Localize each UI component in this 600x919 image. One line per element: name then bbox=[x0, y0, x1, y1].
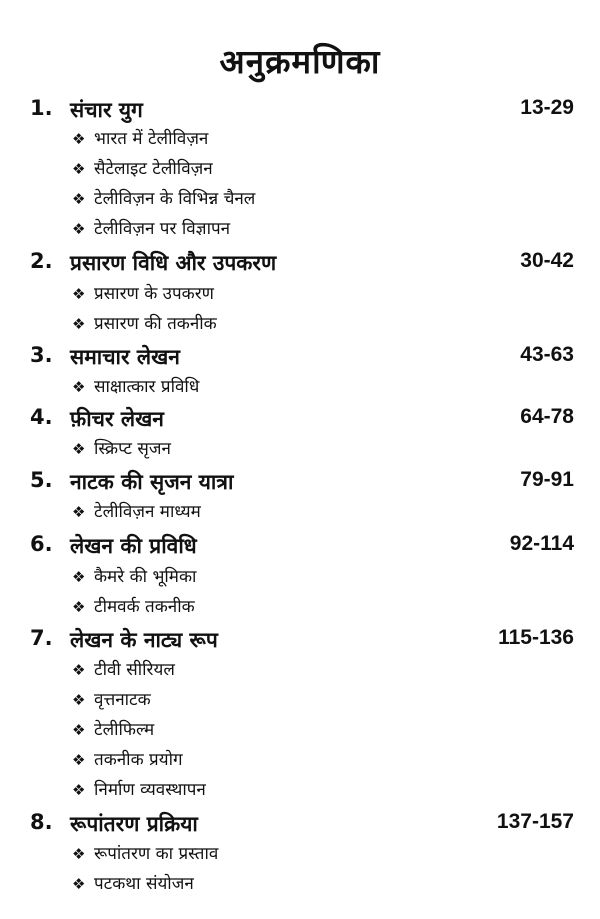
subtopic bbox=[72, 311, 217, 337]
chapter-title: लेखन की प्रविधि bbox=[70, 534, 197, 558]
chapter-number: 4. bbox=[30, 405, 53, 429]
bullet-icon: ❖ bbox=[72, 190, 86, 208]
bullet-icon: ❖ bbox=[72, 378, 86, 396]
subtopic-label: टीवी सीरियल bbox=[94, 660, 175, 680]
page-title: अनुक्रमणिका bbox=[219, 42, 381, 81]
bullet-icon: ❖ bbox=[72, 721, 86, 739]
subtopic bbox=[72, 871, 194, 897]
subtopic-label: प्रसारण के उपकरण bbox=[94, 284, 214, 304]
chapter-page-range: 43-63 bbox=[520, 343, 574, 366]
chapter-page-range: 137-157 bbox=[496, 810, 574, 833]
chapter-page-range: 79-91 bbox=[520, 468, 574, 491]
chapter-title: लेखन के नाट्य रूप bbox=[70, 628, 218, 652]
subtopic-label: टेलीविज़न माध्यम bbox=[94, 502, 201, 522]
bullet-icon: ❖ bbox=[72, 315, 86, 333]
subtopic bbox=[72, 216, 230, 242]
chapter-4 bbox=[0, 405, 600, 435]
bullet-icon: ❖ bbox=[72, 440, 86, 458]
bullet-icon: ❖ bbox=[72, 875, 86, 893]
bullet-icon: ❖ bbox=[72, 220, 86, 238]
subtopic bbox=[72, 186, 255, 212]
chapter-number: 7. bbox=[30, 626, 53, 650]
chapter-title: समाचार लेखन bbox=[70, 345, 180, 369]
bullet-icon: ❖ bbox=[72, 661, 86, 679]
subtopic bbox=[72, 717, 154, 743]
subtopic bbox=[72, 657, 175, 683]
bullet-icon: ❖ bbox=[72, 503, 86, 521]
chapter-7 bbox=[0, 626, 600, 656]
subtopic bbox=[72, 777, 206, 803]
chapter-page-range: 115-136 bbox=[498, 626, 574, 649]
chapter-page-range: 92-114 bbox=[509, 532, 574, 555]
chapter-title: प्रसारण विधि और उपकरण bbox=[70, 251, 277, 275]
subtopic bbox=[72, 499, 201, 525]
chapter-title: रूपांतरण प्रक्रिया bbox=[70, 812, 198, 836]
subtopic bbox=[72, 374, 199, 400]
subtopic bbox=[72, 126, 208, 152]
chapter-6 bbox=[0, 532, 600, 562]
subtopic-label: सैटेलाइट टेलीविज़न bbox=[94, 159, 213, 179]
subtopic bbox=[72, 436, 171, 462]
chapter-page-range: 13-29 bbox=[520, 96, 574, 119]
bullet-icon: ❖ bbox=[72, 845, 86, 863]
chapter-5 bbox=[0, 468, 600, 498]
subtopic-label: वृत्तनाटक bbox=[94, 690, 151, 710]
subtopic-label: साक्षात्कार प्रविधि bbox=[94, 377, 200, 397]
chapter-title: फ़ीचर लेखन bbox=[70, 407, 164, 431]
chapter-page-range: 30-42 bbox=[520, 249, 574, 272]
subtopic-label: पटकथा संयोजन bbox=[94, 874, 194, 894]
chapter-number: 3. bbox=[30, 343, 53, 367]
chapter-2 bbox=[0, 249, 600, 279]
subtopic-label: रूपांतरण का प्रस्ताव bbox=[94, 844, 219, 864]
chapter-page-range: 64-78 bbox=[520, 405, 574, 428]
chapter-8 bbox=[0, 810, 600, 840]
subtopic-label: टेलीफिल्म bbox=[94, 720, 155, 740]
chapter-3 bbox=[0, 343, 600, 373]
bullet-icon: ❖ bbox=[72, 751, 86, 769]
bullet-icon: ❖ bbox=[72, 691, 86, 709]
chapter-number: 6. bbox=[30, 532, 53, 556]
chapter-number: 5. bbox=[30, 468, 53, 492]
subtopic bbox=[72, 281, 214, 307]
subtopic-label: निर्माण व्यवस्थापन bbox=[94, 780, 206, 800]
bullet-icon: ❖ bbox=[72, 598, 86, 616]
bullet-icon: ❖ bbox=[72, 781, 86, 799]
subtopic bbox=[72, 747, 183, 773]
subtopic bbox=[72, 841, 218, 867]
subtopic-label: भारत में टेलीविज़न bbox=[94, 129, 209, 149]
bullet-icon: ❖ bbox=[72, 160, 86, 178]
chapter-number: 2. bbox=[30, 249, 53, 273]
chapter-number: 1. bbox=[30, 96, 53, 120]
chapter-1 bbox=[0, 96, 600, 126]
subtopic-label: टीमवर्क तकनीक bbox=[94, 597, 195, 617]
chapter-title: नाटक की सृजन यात्रा bbox=[70, 470, 234, 494]
subtopic bbox=[72, 594, 195, 620]
bullet-icon: ❖ bbox=[72, 285, 86, 303]
subtopic-label: टेलीविज़न पर विज्ञापन bbox=[94, 219, 231, 239]
bullet-icon: ❖ bbox=[72, 130, 86, 148]
subtopic bbox=[72, 156, 213, 182]
subtopic-label: कैमरे की भूमिका bbox=[94, 567, 197, 587]
bullet-icon: ❖ bbox=[72, 568, 86, 586]
subtopic bbox=[72, 687, 151, 713]
chapter-title: संचार युग bbox=[70, 98, 143, 122]
subtopic-label: तकनीक प्रयोग bbox=[94, 750, 183, 770]
subtopic-label: प्रसारण की तकनीक bbox=[94, 314, 217, 334]
subtopic-label: स्क्रिप्ट सृजन bbox=[94, 439, 171, 459]
subtopic bbox=[72, 564, 196, 590]
chapter-number: 8. bbox=[30, 810, 53, 834]
subtopic-label: टेलीविज़न के विभिन्न चैनल bbox=[94, 189, 256, 209]
